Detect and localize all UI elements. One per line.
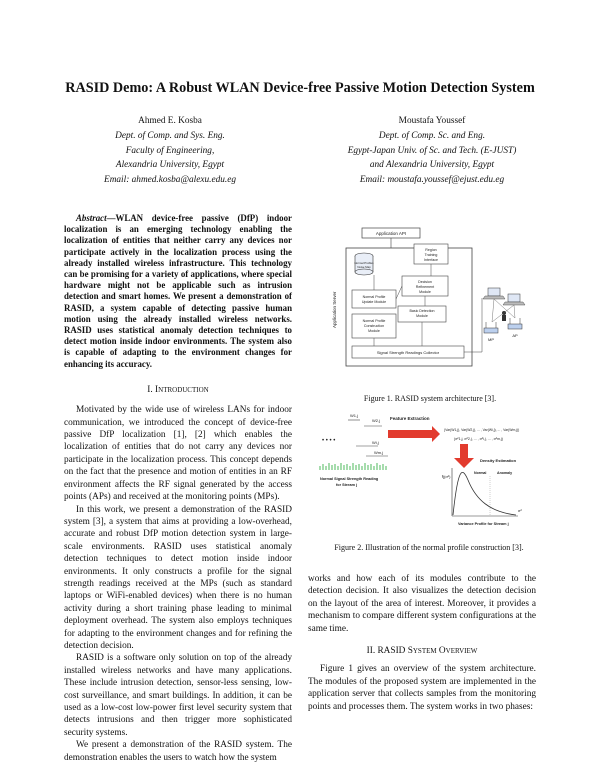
author-block-1 (40, 114, 300, 188)
svg-text:Module: Module (419, 290, 431, 294)
author-affiliation: Egypt-Japan Univ. of Sc. and Tech. (E-JUST) (347, 145, 517, 156)
svg-text:Training: Training (424, 253, 438, 257)
abstract (64, 213, 292, 370)
svg-text:Signal Strength Readings Colle: Signal Strength Readings Collector (376, 350, 440, 355)
svg-text:Module: Module (416, 314, 428, 318)
author-affiliation: Faculty of Engineering, (125, 145, 215, 156)
density-arrow (454, 444, 474, 468)
left-column (64, 213, 292, 764)
svg-text:Update Module: Update Module (361, 300, 387, 304)
feature-extraction-label: Feature Extraction (390, 416, 430, 421)
author-affiliation: Dept. of Comp. Sc. and Eng. (378, 130, 486, 141)
signal-stream (320, 463, 386, 470)
figure-1-caption: Figure 1. RASID system architecture [3]. (363, 394, 497, 403)
svg-text:Noise Map: Noise Map (357, 265, 371, 269)
paper-title: RASID Demo: A Robust WLAN Device-free Passive Motion Detection System (65, 80, 535, 96)
author-affiliation: Dept. of Comp. and Sys. Eng. (115, 130, 225, 141)
abstract-text: —WLAN device-free passive (DfP) indoor localization is an emerging technology enabling the localization of entities that neither carry any devices nor participate actively in the localization process using the already installed wireless infrastructure. This technology can be promising for a variety of applications, where special hardware might not be applicable such as intrusion detection and smart homes. We present a demonstration of RASID, a system capable of detecting passive human motion using the already installed wireless networks. RASID uses statistical anomaly detection techniques to detect motion inside indoor environments. The system also is capable of adapting to the environment changes for enhancing its accuracy. (64, 213, 292, 369)
paragraph: Motivated by the wide use of wireless LANs for indoor communication, we introduced the concept of device-free passive DfP localization [1], [2] which enables the localization of entities that do not carry any devices nor participate in the localization process. This concept depends on the fact that the presence and motion of entities in an RF environment affects the RF signal generated by the access points (APs) and received at the monitoring points (MPs). (64, 405, 292, 503)
author-name: Ahmed E. Kosba (138, 116, 202, 126)
svg-text:Basic Detection: Basic Detection (409, 309, 435, 313)
svg-text:Normal Profiles: Normal Profiles (354, 261, 374, 265)
section-heading-overview: II. RASID System Overview (366, 646, 478, 657)
svg-text:for Stream j: for Stream j (336, 483, 358, 487)
app-server-label: Application Server (332, 291, 337, 328)
author-affiliation: and Alexandria University, Egypt (369, 160, 495, 171)
normal-signal-label: Normal Signal Strength Reading (320, 477, 379, 481)
svg-text:• • • •: • • • • (322, 438, 336, 444)
fhat-label: f̂j(σ²) (442, 474, 451, 479)
svg-text:Construction: Construction (363, 324, 385, 328)
paragraph: RASID is a software only solution on top of the already installed wireless networks and have many applications. These include intrusion detection, sensor-less sensing, low-cost surveillance, and smart buildings. In addition, it can be used as a low-cost low-power first level security system that detects intrusions and then trigger more sophisticated security systems. (64, 653, 292, 738)
author-block-2 (302, 114, 562, 188)
feature-arrow (388, 426, 440, 442)
right-column (308, 573, 536, 713)
svg-text:Normal Profile: Normal Profile (362, 319, 386, 323)
svg-text:Normal: Normal (474, 471, 487, 475)
density-estimation-label: Density Estimation (480, 458, 517, 463)
profile-update-box (352, 290, 396, 308)
svg-text:Region: Region (425, 248, 437, 252)
figure-1-architecture (322, 218, 532, 380)
router-icon (484, 322, 498, 333)
figure-2-caption: Figure 2. Illustration of the normal profile construction [3]. (334, 543, 524, 552)
svg-text:Decision: Decision (418, 280, 432, 284)
abstract-label: Abstract (76, 213, 107, 223)
paragraph: works and how each of its modules contribute to the detection decision. It also visualizes the detection decision on the layout of the area of interest. Moreover, it provides a mechanism to compare different system configurations at the same time. (308, 574, 536, 634)
figure-2-profile (312, 408, 544, 530)
svg-text:Wi,j: Wi,j (372, 440, 379, 445)
svg-text:σ²: σ² (518, 508, 522, 513)
variance-profile-label: Variance Profile for Stream j (458, 522, 509, 526)
svg-text:Module: Module (368, 329, 380, 333)
laptop-icon (483, 288, 505, 299)
mp-label: MP (488, 337, 494, 342)
section-heading-intro: I. Introduction (147, 384, 209, 395)
svg-text:Wm,j: Wm,j (374, 450, 384, 455)
svg-text:(Var(W1,j), Var(W2,j), ... , V: (Var(W1,j), Var(W2,j), ... , Var(Wi,j), ... , Var(Wm,j)) (444, 428, 520, 432)
author-name: Moustafa Youssef (398, 116, 466, 126)
svg-text:Interface: Interface (424, 258, 438, 262)
laptop-icon (503, 294, 525, 305)
svg-text:Anomaly: Anomaly (497, 471, 513, 475)
author-affiliation: Alexandria University, Egypt (115, 160, 225, 171)
paragraph: In this work, we present a demonstration of the RASID system [3], a system that aims at providing a low-overhead, accurate and robust DfP motion detection system in large-scale environments. RASID uses statistical anomaly detection techniques to detect motion inside indoor environments. It only constructs a profile for the signal strength readings received at the MPs (such as standard laptops or WiFi-enabled devices) when there is no human activity during a short training phase leading to minimal deployment overhead. The system also employs techniques for adapting to the environment changes and for refining the detection decision. (64, 504, 292, 651)
ap-label: AP (512, 333, 518, 338)
router-icon (508, 318, 522, 329)
paragraph: We present a demonstration of the RASID system. The demonstration enables the users to watch how the system (64, 740, 292, 763)
svg-text:W2,j: W2,j (372, 418, 380, 423)
svg-text:Refinement: Refinement (415, 285, 435, 289)
author-email: Email: moustafa.youssef@ejust.edu.eg (359, 175, 505, 186)
paragraph: Figure 1 gives an overview of the system architecture. The modules of the proposed system are implemented in the application server that collects samples from the monitoring points and processes them. The system works in two phases: (308, 664, 536, 712)
app-api-label: Application API (375, 231, 407, 236)
svg-text:W1,j: W1,j (350, 413, 358, 418)
author-email: Email: ahmed.kosba@alexu.edu.eg (104, 175, 236, 186)
density-curve (453, 472, 516, 515)
svg-text:Normal Profile: Normal Profile (362, 295, 386, 299)
svg-text:(σ²1,j, σ²2,j, ... , σ²i,j, ..: (σ²1,j, σ²2,j, ... , σ²i,j, ... , σ²m,j) (454, 437, 504, 441)
